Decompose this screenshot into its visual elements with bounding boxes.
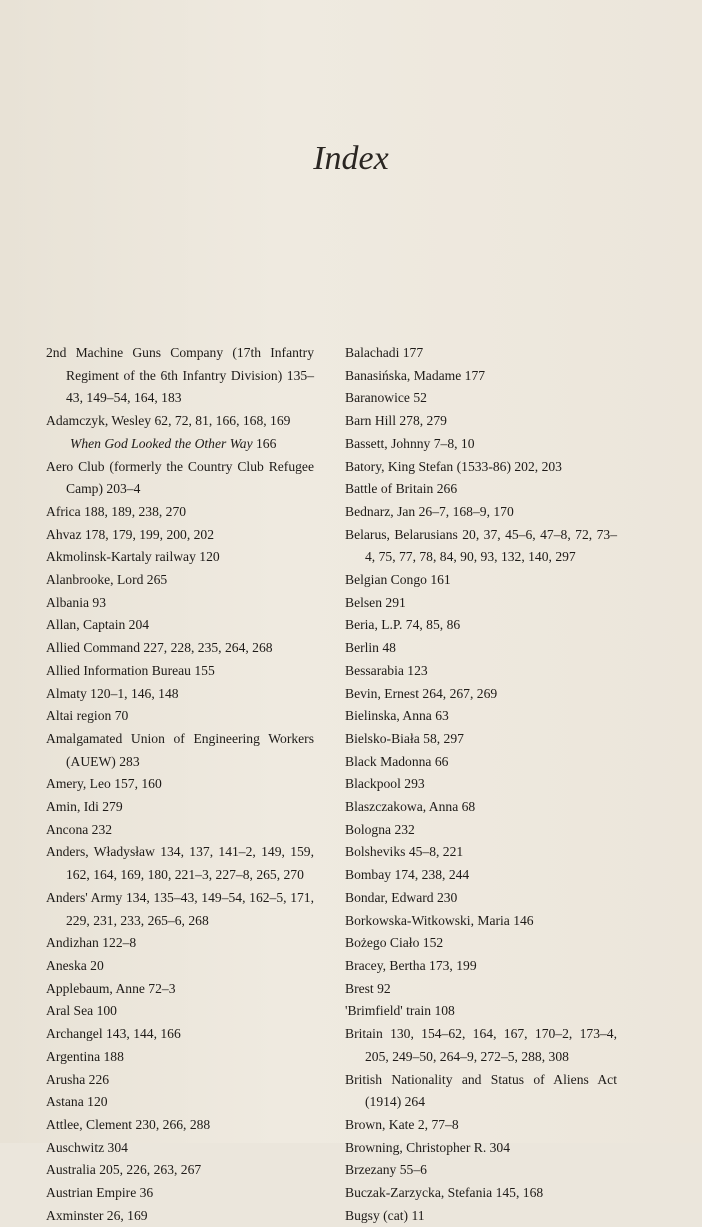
index-entry-text: Altai region 70: [46, 708, 129, 724]
index-entry-text: Allan, Captain 204: [46, 617, 150, 633]
index-entry: [46, 683, 314, 706]
index-entry: [345, 433, 617, 456]
index-entry-text: Bugsy (cat) 11: [345, 1207, 425, 1223]
index-entry-text: Battle of Britain 266: [345, 481, 458, 497]
index-entry-text: Buczak-Zarzycka, Stefania 145, 168: [345, 1185, 544, 1201]
index-entry-text: Bessarabia 123: [345, 662, 428, 678]
index-entry: [46, 1137, 314, 1160]
index-entry: [46, 705, 314, 728]
index-entry: [345, 1205, 617, 1227]
index-entry: [345, 841, 617, 864]
page-title: Index: [313, 140, 389, 177]
index-entry-text: Andizhan 122–8: [46, 935, 137, 951]
index-entry: [345, 932, 617, 955]
index-entry-text: Bondar, Edward 230: [345, 889, 458, 905]
index-entry-text: Bednarz, Jan 26–7, 168–9, 170: [345, 503, 514, 519]
index-entry: [345, 1069, 617, 1114]
index-entry-text: Browning, Christopher R. 304: [345, 1139, 511, 1155]
index-entry-text: Africa 188, 189, 238, 270: [46, 503, 187, 519]
index-entry-text: Akmolinsk-Kartaly railway 120: [46, 549, 220, 565]
index-entry-text: Aneska 20: [46, 957, 104, 973]
index-entry-text: 166: [252, 435, 277, 451]
index-entry-text: Bevin, Ernest 264, 267, 269: [345, 685, 498, 701]
index-entry-text: Axminster 26, 169: [46, 1207, 148, 1223]
index-entry: [46, 456, 314, 501]
index-entry: [345, 478, 617, 501]
index-entry: [345, 1000, 617, 1023]
index-entry-text: Barn Hill 278, 279: [345, 413, 447, 429]
index-entry-text: Borkowska-Witkowski, Maria 146: [345, 912, 534, 928]
index-entry-text: Aero Club (formerly the Country Club Refugee Camp) 203–4: [46, 458, 314, 497]
index-entry: [345, 1114, 617, 1137]
index-entry: [345, 365, 617, 388]
index-entry-text: 'Brimfield' train 108: [345, 1003, 455, 1019]
index-entry: [345, 501, 617, 524]
index-entry-text: Albania 93: [46, 594, 107, 610]
index-column-left: [46, 342, 314, 1227]
index-entry-text: Allied Information Bureau 155: [46, 662, 215, 678]
index-entry-text: Belsen 291: [345, 594, 406, 610]
index-entry: [345, 1023, 617, 1068]
index-entry-text: Amery, Leo 157, 160: [46, 776, 162, 792]
index-entry: [46, 1091, 314, 1114]
index-entry: [345, 978, 617, 1001]
index-entry: [345, 569, 617, 592]
index-entry: [46, 728, 314, 773]
index-entry: [46, 978, 314, 1001]
index-entry-text: British Nationality and Status of Aliens Act (1914) 264: [345, 1071, 617, 1110]
index-entry: [46, 841, 314, 886]
index-entry: [46, 1000, 314, 1023]
index-entry-text: Brown, Kate 2, 77–8: [345, 1116, 459, 1132]
index-entry: [46, 1205, 314, 1227]
index-entry: [345, 410, 617, 433]
index-entry-text: Brest 92: [345, 980, 391, 996]
index-entry-text: Bolsheviks 45–8, 221: [345, 844, 464, 860]
index-entry-text: Blaszczakowa, Anna 68: [345, 799, 476, 815]
index-entry: [46, 1114, 314, 1137]
index-entry-text: Bożego Ciało 152: [345, 935, 444, 951]
index-entry: [345, 887, 617, 910]
index-entry: [46, 637, 314, 660]
index-entry-text: Brzezany 55–6: [345, 1162, 427, 1178]
index-entry-text: Allied Command 227, 228, 235, 264, 268: [46, 640, 273, 656]
index-entry-title: When God Looked the Other Way: [70, 435, 253, 451]
index-entry-text: Bielsko-Biała 58, 297: [345, 730, 464, 746]
index-entry: [46, 1023, 314, 1046]
index-entry-text: Britain 130, 154–62, 164, 167, 170–2, 173–4, 205, 249–50, 264–9, 272–5, 288, 308: [345, 1026, 617, 1064]
index-entry: [345, 705, 617, 728]
index-entry: [46, 1182, 314, 1205]
index-entry: [345, 796, 617, 819]
index-entry-text: Belarus, Belarusians 20, 37, 45–6, 47–8, 72, 73–4, 75, 77, 78, 84, 90, 93, 132, 140, 297: [345, 526, 617, 565]
index-entry: [345, 683, 617, 706]
index-entry-text: Anders, Władysław 134, 137, 141–2, 149, 159, 162, 164, 169, 180, 221–3, 227–8, 265, 270: [46, 844, 314, 883]
index-entry: [46, 887, 314, 932]
index-entry: [46, 1159, 314, 1182]
index-entry: [46, 773, 314, 796]
index-entry-text: Bielinska, Anna 63: [345, 708, 449, 724]
index-entry-text: Bracey, Bertha 173, 199: [345, 957, 477, 973]
index-entry: [345, 864, 617, 887]
index-entry: [46, 569, 314, 592]
index-entry-text: Alanbrooke, Lord 265: [46, 572, 168, 588]
index-entry-text: Belgian Congo 161: [345, 572, 451, 588]
index-entry-text: Balachadi 177: [345, 345, 424, 360]
index-entry-text: Amalgamated Union of Engineering Workers (AUEW) 283: [46, 730, 314, 769]
index-entry-text: Beria, L.P. 74, 85, 86: [345, 617, 461, 633]
index-entry: [46, 660, 314, 683]
index-entry: [345, 660, 617, 683]
index-entry-text: Archangel 143, 144, 166: [46, 1026, 181, 1042]
index-entry-text: Blackpool 293: [345, 776, 425, 792]
index-entry: [345, 1159, 617, 1182]
index-entry: [345, 910, 617, 933]
index-entry-text: Applebaum, Anne 72–3: [46, 980, 176, 996]
index-entry: [46, 524, 314, 547]
index-entry-text: Argentina 188: [46, 1048, 124, 1064]
index-entry: [345, 387, 617, 410]
index-entry: [46, 410, 314, 433]
index-entry-text: Ahvaz 178, 179, 199, 200, 202: [46, 526, 215, 542]
index-entry-text: Austrian Empire 36: [46, 1185, 154, 1201]
index-entry: [345, 773, 617, 796]
index-entry: [46, 501, 314, 524]
index-entry-text: Amin, Idi 279: [46, 799, 123, 815]
index-entry: [345, 592, 617, 615]
index-entry: [345, 1182, 617, 1205]
index-entry-text: 2nd Machine Guns Company (17th Infantry Regiment of the 6th Infantry Division) 135–43, 149–54, 164, 183: [46, 345, 314, 406]
index-entry-text: Astana 120: [46, 1094, 108, 1110]
index-entry-text: Attlee, Clement 230, 266, 288: [46, 1116, 211, 1132]
index-column-right: [345, 342, 617, 1227]
index-entry-text: Bombay 174, 238, 244: [345, 867, 470, 883]
index-entry: [345, 1137, 617, 1160]
index-entry-text: Baranowice 52: [345, 390, 427, 406]
index-entry-text: Ancona 232: [46, 821, 113, 837]
index-entry-text: Almaty 120–1, 146, 148: [46, 685, 179, 701]
index-entry-text: Bassett, Johnny 7–8, 10: [345, 435, 475, 451]
index-entry: [46, 592, 314, 615]
index-entry-text: Auschwitz 304: [46, 1139, 128, 1155]
index-entry: [345, 637, 617, 660]
index-entry: [46, 932, 314, 955]
index-entry: [46, 955, 314, 978]
index-entry: [345, 751, 617, 774]
index-entry-text: Aral Sea 100: [46, 1003, 117, 1019]
index-entry-text: Batory, King Stefan (1533-86) 202, 203: [345, 458, 562, 474]
index-entry-text: Bologna 232: [345, 821, 415, 837]
index-entry: [46, 819, 314, 842]
index-entry-text: Black Madonna 66: [345, 753, 449, 769]
index-entry: [345, 955, 617, 978]
index-entry-text: Arusha 226: [46, 1071, 110, 1087]
index-entry-text: Adamczyk, Wesley 62, 72, 81, 166, 168, 169: [46, 413, 291, 429]
index-entry: [46, 796, 314, 819]
index-entry: [46, 546, 314, 569]
index-entry: [345, 614, 617, 637]
index-entry: [46, 433, 314, 456]
index-entry: [345, 524, 617, 569]
index-entry: [46, 342, 314, 410]
index-entry: [46, 1069, 314, 1092]
index-entry: [345, 819, 617, 842]
index-entry-text: Australia 205, 226, 263, 267: [46, 1162, 202, 1178]
index-entry-text: Berlin 48: [345, 640, 396, 656]
index-entry: [345, 342, 617, 365]
index-entry: [345, 456, 617, 479]
index-entry: [46, 1046, 314, 1069]
index-entry-text: Anders' Army 134, 135–43, 149–54, 162–5, 171, 229, 231, 233, 265–6, 268: [46, 889, 314, 928]
index-entry-text: Banasińska, Madame 177: [345, 367, 486, 383]
index-entry: [46, 614, 314, 637]
index-entry: [345, 728, 617, 751]
